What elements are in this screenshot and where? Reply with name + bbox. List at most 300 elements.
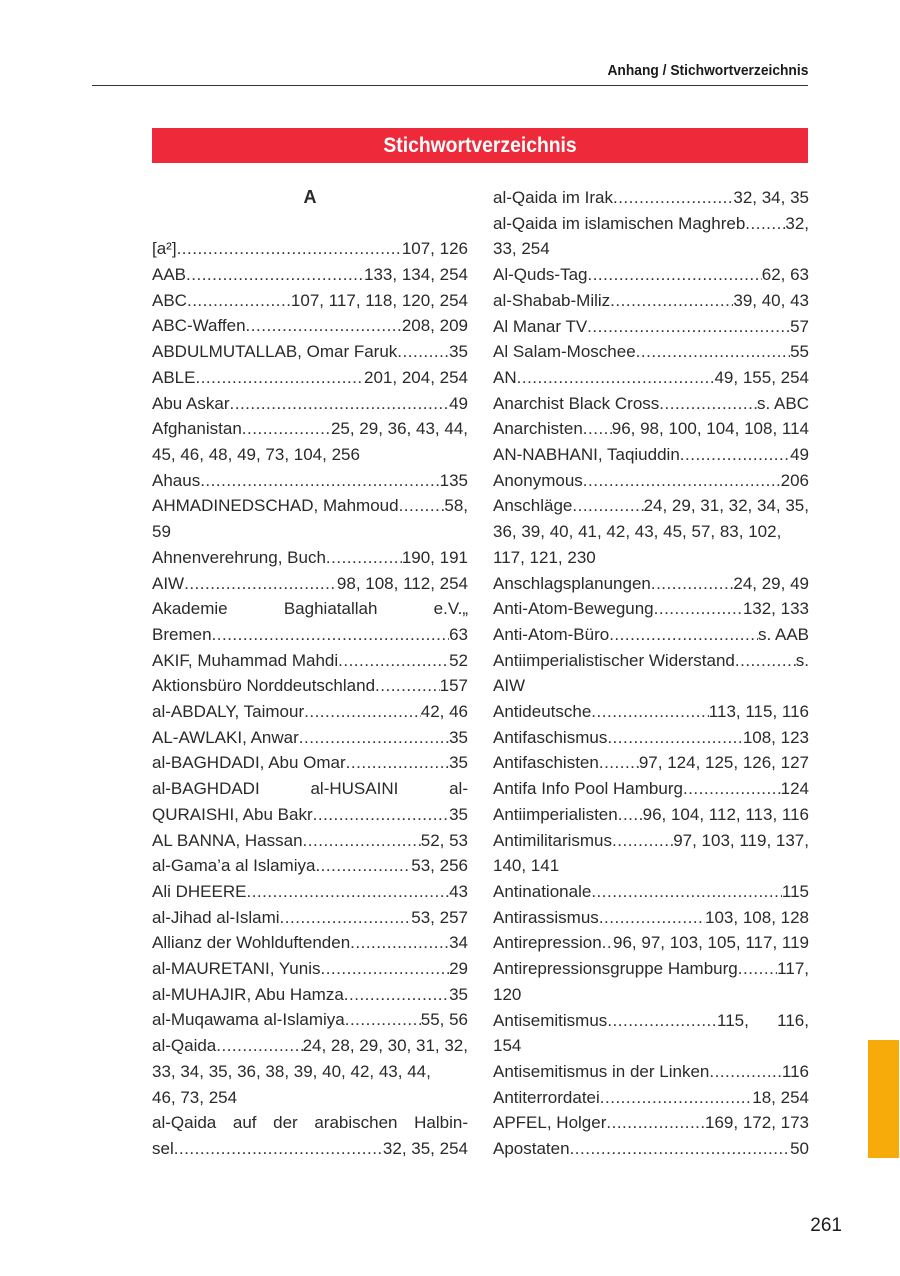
- index-entry: [493, 750, 809, 776]
- index-term: Antifaschisten: [493, 753, 599, 773]
- index-page-refs: 25, 29, 36, 43, 44,: [330, 419, 468, 439]
- index-page-refs: 116: [781, 1061, 809, 1081]
- index-page-refs: 124: [780, 779, 809, 799]
- index-page-refs: 50: [790, 1139, 809, 1159]
- index-page-refs: 49: [449, 393, 468, 413]
- index-page-refs-continued: 120: [493, 984, 522, 1004]
- index-entry-line: [152, 982, 468, 1008]
- index-column-left: [152, 185, 468, 1162]
- index-page-refs-continued: 33, 34, 35, 36, 38, 39, 40, 42, 43, 44,: [152, 1061, 431, 1081]
- index-term: Anonymous: [493, 470, 583, 490]
- index-term-line: Akademie Baghiatallah e.V.„: [152, 599, 468, 619]
- dot-leader: [591, 699, 709, 725]
- index-page-refs: 58,: [444, 496, 468, 516]
- index-entry: [152, 545, 468, 571]
- index-entry-line: [152, 802, 468, 828]
- index-term: AN-NABHANI, Taqiuddin: [493, 445, 680, 465]
- index-term: AHMADINEDSCHAD, Mahmoud: [152, 496, 399, 516]
- dot-leader: [230, 391, 450, 417]
- index-page-refs: 53, 257: [411, 907, 468, 927]
- index-entry-line: [493, 493, 809, 519]
- index-page-refs: 53, 256: [411, 856, 468, 876]
- index-entry: [493, 442, 809, 468]
- index-entry: [493, 416, 809, 442]
- index-entry: [152, 648, 468, 674]
- dot-leader: [187, 288, 291, 314]
- index-page-refs-continued: 46, 73, 254: [152, 1087, 238, 1107]
- dot-leader: [738, 956, 777, 982]
- index-entry-line: [493, 314, 809, 340]
- dot-leader: [184, 571, 337, 597]
- index-entry-line: [493, 339, 809, 365]
- index-term: Abu Askar: [152, 393, 230, 413]
- index-entry: [493, 211, 809, 262]
- index-entry-line: [152, 828, 468, 854]
- index-term: al-Gama’a al Islamiya: [152, 856, 316, 876]
- index-entry: [493, 699, 809, 725]
- index-entry: [493, 365, 809, 391]
- dot-leader: [195, 365, 364, 391]
- index-entry: [152, 982, 468, 1008]
- index-entry: [493, 622, 809, 648]
- index-term: al-Qaida im islamischen Maghreb: [493, 213, 746, 233]
- index-term: ABC-Waffen: [152, 316, 246, 336]
- index-term-line: al-Qaida auf der arabischen Halbin-: [152, 1113, 468, 1133]
- index-term: Antimilitarismus: [493, 830, 613, 850]
- index-page-refs: 35: [449, 342, 468, 362]
- index-page-refs: 18, 254: [752, 1087, 809, 1107]
- dot-leader: [612, 828, 673, 854]
- index-page-refs: 32, 35, 254: [382, 1138, 468, 1158]
- index-entry-line: [493, 905, 809, 931]
- index-entry-line: [152, 1007, 468, 1033]
- index-entry: [152, 1110, 468, 1161]
- dot-leader: [280, 905, 412, 931]
- dot-leader: [709, 1059, 782, 1085]
- dot-leader: [246, 879, 449, 905]
- index-entry-line: [493, 725, 809, 751]
- index-page-refs-continued: 45, 46, 48, 49, 73, 104, 256: [152, 445, 360, 464]
- index-entry-line: [152, 1033, 468, 1059]
- dot-leader: [399, 493, 445, 519]
- index-entry: [152, 930, 468, 956]
- index-entry-line: [152, 545, 468, 571]
- index-term: AAB: [152, 265, 187, 285]
- index-entry-line: [493, 750, 809, 776]
- index-title-bar: [152, 128, 808, 163]
- index-entry-line: [493, 802, 809, 828]
- index-entry-line: [493, 468, 809, 494]
- index-entry-line: [493, 211, 809, 237]
- dot-leader: [212, 622, 450, 648]
- dot-leader: [304, 699, 421, 725]
- index-entry: [152, 262, 468, 288]
- index-page-refs: 24, 29, 31, 32, 34, 35,: [643, 496, 809, 516]
- dot-leader: [659, 391, 757, 417]
- index-term: al-Jihad al-Islami: [152, 907, 280, 927]
- index-entry: [152, 879, 468, 905]
- dot-leader: [654, 596, 743, 622]
- index-page-refs: 96, 98, 100, 104, 108, 114: [611, 419, 809, 439]
- index-page-refs: 29: [449, 959, 468, 979]
- index-term: Antirassismus: [493, 907, 599, 927]
- index-entry: [493, 930, 809, 956]
- index-entry-line: [493, 571, 809, 597]
- index-entry: [493, 288, 809, 314]
- index-page-refs: 113, 115, 116: [708, 702, 809, 722]
- index-term: Apostaten: [493, 1139, 570, 1159]
- index-page-refs: 103, 108, 128: [705, 907, 809, 927]
- index-page-refs: 169, 172, 173: [705, 1113, 809, 1133]
- index-term: Ahnenverehrung, Buch: [152, 547, 326, 567]
- index-term: ABC: [152, 290, 187, 310]
- index-entry-line: [493, 262, 809, 288]
- dot-leader: [683, 776, 781, 802]
- index-page-refs: 117,: [777, 959, 809, 979]
- index-entry-line: [493, 956, 809, 982]
- index-entry-line: [152, 725, 468, 751]
- index-entry: [493, 1136, 809, 1162]
- index-entry: [152, 416, 468, 467]
- index-entry: [152, 725, 468, 751]
- index-page-refs: 32, 34, 35: [733, 188, 809, 207]
- index-entry: [152, 468, 468, 494]
- index-page-refs: 32,: [785, 213, 809, 233]
- dot-leader: [572, 493, 643, 519]
- index-entry-line: [152, 416, 468, 442]
- index-entry: [493, 905, 809, 931]
- dot-leader: [375, 673, 440, 699]
- header-rule: [92, 85, 808, 86]
- index-term: Aktionsbüro Norddeutschland: [152, 676, 376, 696]
- index-page-refs: 35: [449, 804, 468, 824]
- dot-leader: [186, 262, 364, 288]
- dot-leader: [600, 1085, 752, 1111]
- index-term: al-MUHAJIR, Abu Hamza: [152, 984, 344, 1004]
- index-entry-line: [152, 339, 468, 365]
- dot-leader: [607, 1008, 717, 1034]
- index-entry-line: [152, 879, 468, 905]
- index-entry: [493, 493, 809, 570]
- index-entry-line: [493, 622, 809, 648]
- index-term: al-ABDALY, Taimour: [152, 702, 305, 722]
- index-entry: [493, 1059, 809, 1085]
- index-entry-line: [152, 1136, 468, 1162]
- dot-leader: [345, 1007, 421, 1033]
- index-page-refs: 206: [780, 470, 809, 490]
- index-entry: [493, 1085, 809, 1111]
- index-page-refs: 108, 123: [742, 727, 809, 747]
- index-page-refs: 97, 103, 119, 137,: [673, 830, 809, 850]
- index-term: Al Manar TV: [493, 316, 588, 336]
- section-letter: A: [303, 187, 317, 207]
- index-page-refs: 115, 116,: [717, 1010, 809, 1030]
- index-term: ABDULMUTALLAB, Omar Faruk: [152, 342, 398, 362]
- index-page-refs: 42, 46: [420, 702, 468, 722]
- dot-leader: [246, 313, 402, 339]
- index-term: Anti-Atom-Büro: [493, 624, 610, 644]
- index-entry: [152, 493, 468, 544]
- index-term: Antifa Info Pool Hamburg: [493, 779, 683, 799]
- index-entry-line: [493, 185, 809, 211]
- index-entry: [152, 571, 468, 597]
- index-term: al-Qaida im Irak: [493, 188, 613, 207]
- index-entry: [493, 1110, 809, 1136]
- index-entry: [493, 185, 809, 211]
- index-page-refs: 24, 29, 49: [733, 573, 809, 593]
- dot-leader: [583, 416, 612, 442]
- index-term: Antiimperialistischer Widerstand: [493, 650, 735, 670]
- dot-leader: [651, 571, 734, 597]
- index-entry-line: [152, 699, 468, 725]
- index-entry: [493, 776, 809, 802]
- index-page-refs: 57: [790, 316, 809, 336]
- index-term: Antifaschismus: [493, 727, 608, 747]
- index-page-refs: 98, 108, 112, 254: [336, 573, 468, 593]
- index-page-refs: 133, 134, 254: [364, 265, 468, 285]
- index-page-refs: 52: [449, 650, 468, 670]
- dot-leader: [606, 1110, 705, 1136]
- index-entry: [152, 1007, 468, 1033]
- index-page-refs-continued: 117, 121, 230: [493, 547, 596, 567]
- index-term: AL-AWLAKI, Anwar: [152, 727, 299, 747]
- dot-leader: [680, 442, 790, 468]
- index-entry: [493, 571, 809, 597]
- index-entry: [152, 339, 468, 365]
- index-term: ABLE: [152, 367, 196, 387]
- index-page-refs: 107, 126: [401, 239, 468, 259]
- index-entry: [493, 648, 809, 699]
- index-term: Al-Quds-Tag: [493, 265, 588, 285]
- index-entry-line: [493, 1110, 809, 1136]
- index-page-refs: s.: [795, 650, 809, 670]
- index-term: Anarchist Black Cross: [493, 393, 660, 413]
- index-entry-line: [493, 648, 809, 674]
- dot-leader: [177, 236, 402, 262]
- index-term: al-BAGHDADI, Abu Omar: [152, 753, 346, 773]
- index-entry: [493, 314, 809, 340]
- index-entry-line: [493, 699, 809, 725]
- index-term: Anschlagsplanungen: [493, 573, 651, 593]
- index-term: Antideutsche: [493, 702, 592, 722]
- index-entry: [493, 339, 809, 365]
- index-entry: [152, 776, 468, 827]
- dot-leader: [735, 648, 796, 674]
- index-page-refs: 135: [439, 470, 468, 490]
- index-entry-line: [493, 391, 809, 417]
- index-page-refs: 34: [449, 933, 468, 953]
- index-page-refs: 97, 124, 125, 126, 127: [638, 753, 809, 773]
- index-page-refs: 62, 63: [761, 265, 809, 285]
- index-entry: [152, 236, 468, 262]
- dot-leader: [583, 468, 781, 494]
- index-term: Antisemitismus in der Linken: [493, 1061, 710, 1081]
- index-entry: [152, 313, 468, 339]
- index-term: al-Muqawama al-Islamiya: [152, 1010, 345, 1030]
- index-term: Ahaus: [152, 470, 201, 490]
- index-page-refs-continued: 33, 254: [493, 239, 550, 259]
- index-term: AN: [493, 367, 517, 387]
- index-entry-line: [152, 930, 468, 956]
- index-page-refs-continued: AIW: [493, 676, 526, 696]
- index-term: AKIF, Muhammad Mahdi: [152, 650, 339, 670]
- index-entry: [152, 1033, 468, 1110]
- index-entry: [152, 673, 468, 699]
- index-page-refs: 55: [790, 342, 809, 362]
- index-entry: [152, 365, 468, 391]
- index-page-refs-continued: 140, 141: [493, 856, 560, 876]
- dot-leader: [613, 185, 733, 211]
- index-page-refs: 201, 204, 254: [364, 367, 468, 387]
- dot-leader: [636, 339, 790, 365]
- dot-leader: [587, 314, 790, 340]
- index-entry-line: [152, 648, 468, 674]
- index-page-refs: 35: [449, 727, 468, 747]
- index-entry-line: [152, 365, 468, 391]
- index-entry: [493, 879, 809, 905]
- index-entry-line: [152, 236, 468, 262]
- index-term-line: al-BAGHDADI al-HUSAINI al-: [152, 779, 468, 799]
- index-page-refs: 49: [790, 445, 809, 465]
- index-entry: [493, 391, 809, 417]
- dot-leader: [313, 802, 449, 828]
- index-term: al-Shabab-Miliz: [493, 290, 611, 310]
- index-page-refs: 24, 28, 29, 30, 31, 32,: [302, 1036, 468, 1056]
- dot-leader: [315, 853, 411, 879]
- index-term: Antisemitismus: [493, 1010, 608, 1030]
- index-entry: [152, 853, 468, 879]
- dot-leader: [216, 1033, 302, 1059]
- index-entry-line: [493, 930, 809, 956]
- index-page-refs: 39, 40, 43: [733, 290, 809, 310]
- dot-leader: [338, 648, 449, 674]
- index-entry-line: [493, 1136, 809, 1162]
- index-page-refs: 107, 117, 118, 120, 254: [290, 290, 468, 310]
- index-page-refs: 55, 56: [420, 1010, 468, 1030]
- index-entry: [493, 802, 809, 828]
- dot-leader: [397, 339, 449, 365]
- index-entry-line: [493, 1008, 809, 1034]
- index-entry-line: [152, 391, 468, 417]
- index-page-refs-continued: 59: [152, 522, 171, 542]
- index-entry: [152, 905, 468, 931]
- index-entry: [493, 828, 809, 879]
- index-entry: [152, 699, 468, 725]
- dot-leader: [299, 725, 449, 751]
- index-entry: [152, 391, 468, 417]
- index-entry-line: [152, 750, 468, 776]
- index-page-refs: 96, 104, 112, 113, 116: [642, 804, 809, 824]
- dot-leader: [745, 211, 785, 237]
- index-entry-line: [152, 262, 468, 288]
- index-page-refs: s. ABC: [757, 393, 809, 413]
- index-page-refs: 35: [449, 753, 468, 773]
- index-page-refs-continued: 154: [493, 1036, 522, 1056]
- index-term: al-MAURETANI, Yunis: [152, 959, 321, 979]
- index-entry: [152, 596, 468, 647]
- index-entry: [152, 288, 468, 314]
- dot-leader: [607, 725, 742, 751]
- index-term: Anarchisten: [493, 419, 583, 439]
- index-term: Antirepression: [493, 933, 602, 953]
- index-page-refs: 96, 97, 103, 105, 117, 119: [613, 933, 809, 953]
- index-entry: [493, 1008, 809, 1059]
- index-term: Afghanistan: [152, 419, 242, 439]
- index-entry-line: [493, 365, 809, 391]
- index-entry-line: [152, 905, 468, 931]
- index-entry-line: [493, 776, 809, 802]
- index-page-refs: 52, 53: [420, 830, 468, 850]
- index-entry: [493, 725, 809, 751]
- dot-leader: [200, 468, 439, 494]
- index-page-refs: 132, 133: [742, 599, 809, 619]
- index-entry: [493, 262, 809, 288]
- index-term: sel: [152, 1138, 174, 1158]
- index-term: AL BANNA, Hassan: [152, 830, 303, 850]
- index-term: QURAISHI, Abu Bakr: [152, 804, 313, 824]
- index-entry-line: [493, 879, 809, 905]
- index-page-refs: s. AAB: [757, 624, 809, 644]
- dot-leader: [587, 262, 761, 288]
- index-term: APFEL, Holger: [493, 1113, 607, 1133]
- index-term: [a²]: [152, 239, 177, 259]
- dot-leader: [344, 982, 449, 1008]
- dot-leader: [618, 802, 643, 828]
- index-term: Antirepressionsgruppe Hamburg: [493, 959, 738, 979]
- index-entry-line: [152, 288, 468, 314]
- dot-leader: [303, 828, 421, 854]
- dot-leader: [591, 879, 782, 905]
- index-entry-line: [493, 288, 809, 314]
- dot-leader: [174, 1136, 383, 1162]
- index-entry: [493, 956, 809, 1007]
- index-term: Anti-Atom-Bewegung: [493, 599, 654, 619]
- index-term: Antiterrordatei: [493, 1087, 600, 1107]
- index-column-right: [493, 185, 809, 1162]
- index-term: AIW: [152, 573, 185, 593]
- index-entry-line: [152, 571, 468, 597]
- dot-leader: [570, 1136, 791, 1162]
- index-entry-line: [152, 622, 468, 648]
- index-entry-line: [152, 956, 468, 982]
- dot-leader: [599, 905, 705, 931]
- index-page-refs: 157: [439, 676, 468, 696]
- dot-leader: [320, 956, 449, 982]
- index-entry: [152, 956, 468, 982]
- dot-leader: [602, 930, 613, 956]
- dot-leader: [599, 750, 639, 776]
- index-term: Al Salam-Moschee: [493, 342, 636, 362]
- index-entry-line: [152, 853, 468, 879]
- dot-leader: [326, 545, 402, 571]
- index-page-refs: 208, 209: [401, 316, 468, 336]
- thumb-index-tab: [868, 1040, 899, 1158]
- index-entry-line: [152, 673, 468, 699]
- index-title: Stichwortverzeichnis: [383, 134, 577, 157]
- index-page-refs: 115: [781, 881, 809, 901]
- index-entry-line: [152, 313, 468, 339]
- index-term: al-Qaida: [152, 1036, 217, 1056]
- dot-leader: [242, 416, 331, 442]
- dot-leader: [609, 622, 758, 648]
- index-page-refs: 190, 191: [401, 547, 468, 567]
- index-page-refs: 35: [449, 984, 468, 1004]
- index-entry-line: [493, 416, 809, 442]
- dot-leader: [517, 365, 715, 391]
- index-page-refs-continued: 36, 39, 40, 41, 42, 43, 45, 57, 83, 102,: [493, 522, 782, 542]
- index-term: Anschläge: [493, 496, 573, 516]
- index-term: Antiimperialisten: [493, 804, 618, 824]
